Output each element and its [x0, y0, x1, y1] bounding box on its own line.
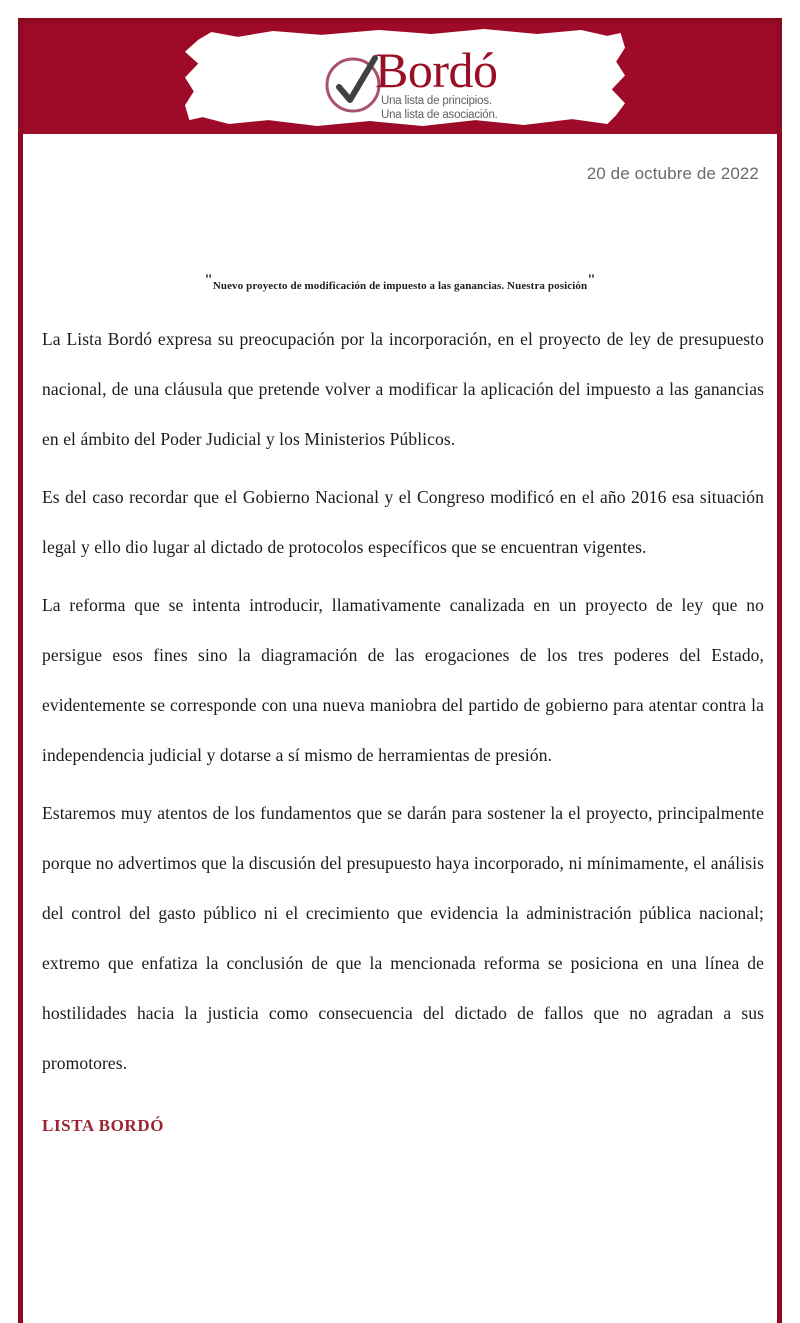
- paragraph: La Lista Bordó expresa su preocupación por la incorporación, en el proyecto de ley de presupuesto nacional, de una cláusula que pretende volver a modificar la aplicación del impuesto a las ganancias en el ámbito del Poder Judicial y los Ministerios Públicos.: [42, 329, 764, 449]
- logo-tagline-line-1: Una lista de principios.: [381, 95, 492, 107]
- document-date: 20 de octubre de 2022: [586, 164, 759, 183]
- bordo-logo: [323, 42, 553, 131]
- document-body: [42, 314, 764, 1136]
- document-sheet: [23, 134, 777, 1323]
- paragraph: La reforma que se intenta introducir, llamativamente canalizada en un proyecto de ley que no persigue esos fines sino la diagramación de las erogaciones de los tres poderes del Estado, evidentemente se corresponde con una nueva maniobra del partido de gobierno para atentar contra la independencia judicial y dotarse a sí mismo de herramientas de presión.: [42, 595, 764, 765]
- signature-line: LISTA BORDÓ: [42, 1116, 165, 1135]
- logo-tagline-line-2: Una lista de asociación.: [381, 108, 498, 121]
- paragraph: Es del caso recordar que el Gobierno Nacional y el Congreso modificó en el año 2016 esa situación legal y ello dio lugar al dictado de protocolos específicos que se encuentran vigentes.: [42, 487, 764, 557]
- logo-tagline: [381, 95, 498, 122]
- logo-wordmark: Bordó: [375, 42, 498, 98]
- document-title-text: Nuevo proyecto de modificación de impuesto a las ganancias. Nuestra posición: [212, 280, 588, 292]
- quote-close: ": [587, 272, 596, 288]
- paragraph: Estaremos muy atentos de los fundamentos que se darán para sostener la el proyecto, principalmente porque no advertimos que la discusión del presupuesto haya incorporado, ni mínimamente, el análisis del control del gasto público ni el crecimiento que evidencia la administración pública nacional; extremo que enfatiza la conclusión de que la mencionada reforma se posiciona en una línea de hostilidades hacia la justicia como consecuencia del dictado de fallos que no agradan a sus promotores.: [42, 803, 764, 1073]
- masthead-banner: [23, 23, 777, 134]
- document-title: [23, 272, 777, 292]
- quote-open: ": [204, 272, 213, 288]
